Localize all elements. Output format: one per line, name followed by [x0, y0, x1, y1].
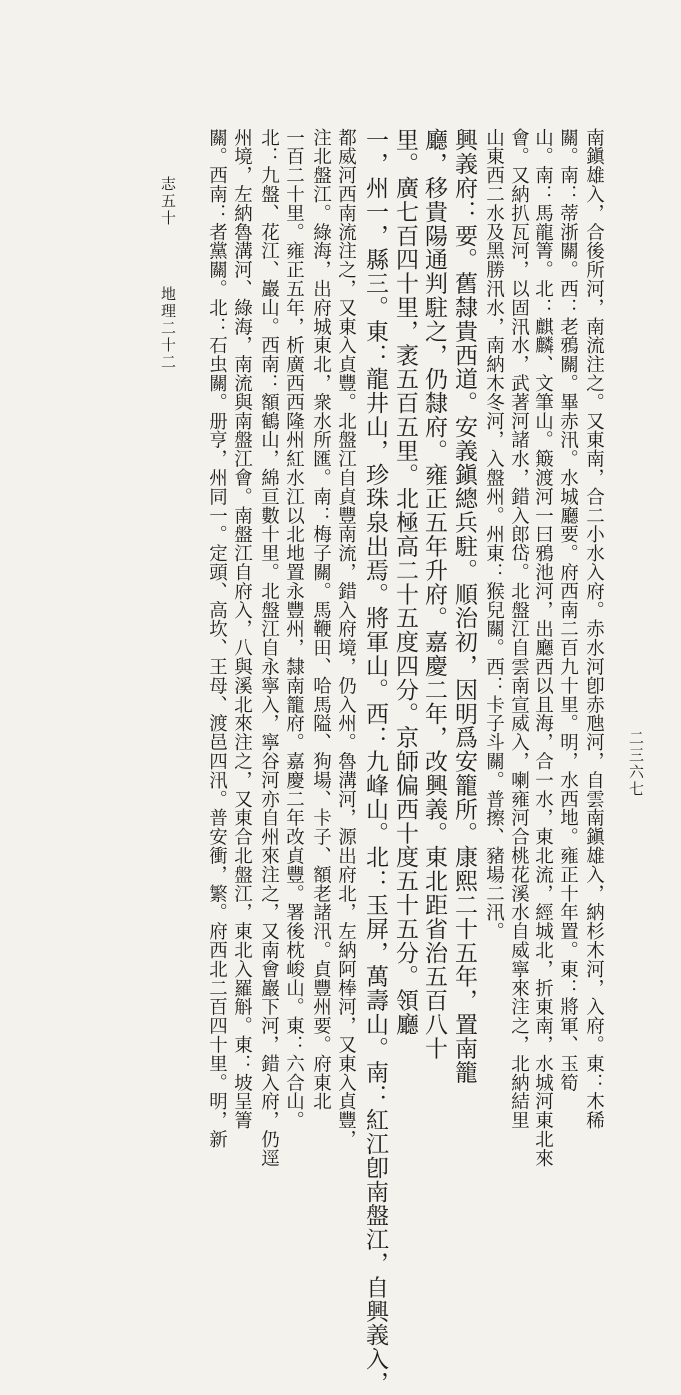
text-column: 北：九盤、花江、巖山。西南：額鶴山，綿亘數十里。北盤江自永寧入，寧谷河亦自州來注之，又南會巖下河，錯入府，仍逕: [258, 128, 280, 1168]
section-label: 地理二十二: [159, 286, 177, 371]
text-column: 一，州一，縣三。東：龍井山，珍珠泉出焉。將軍山。西：九峰山。北：玉屏，萬壽山。南：紅江卽南盤江，自興義入，: [362, 128, 388, 1395]
text-column: 廳，移貴陽通判駐之，仍隸府。雍正五年升府。嘉慶二年，改興義。東北距省治五百八十: [421, 128, 447, 1061]
text-column: 里。廣七百四十里，袤五百五里。北極高二十五度四分。京師偏西十度五十五分。領廳: [392, 128, 418, 1037]
text-column: 關。南：蒂浙關。西：老鴉關。畢赤汛。水城廳要。府西南二百九十里。明，水西地。雍正十年置。東：將軍、玉筍: [557, 128, 579, 1092]
text-column: 一百二十里。雍正五年，析廣西西隆州紅水江以北地置永豐州，隸南籠府。嘉慶二年改貞豐。署後枕峻山。東：六合山。: [283, 128, 305, 1130]
text-column: 南鎭雄入，合後所河，南流注之。又東南，合二小水入府。赤水河卽赤虺河，自雲南鎭雄入，納杉木河，入府。東：木稀: [583, 128, 605, 1130]
text-column: 州境，左納魯溝河、綠海，南流與南盤江會。南盤江自府入，八與溪北來注之，又東合北盤江，東北入羅斛。東：坡呈箐: [231, 128, 253, 1130]
text-column: 關。西南：者黨關。北：石虫關。册亨，州同一。定頭、高坎、王母、渡邑四汛。普安衝，繁。府西北二百四十里。明，新: [206, 128, 228, 1149]
text-column: 山。南：馬龍箐。北：麒麟、文筆山。簸渡河一曰鴉池河，出廳西以且海，合一水，東北流，經城北，折東南，水城河東北來: [532, 128, 554, 1168]
text-column: 都威河西南流注之，又東入貞豐。北盤江自貞豐南流，錯入府境，仍入州。魯溝河，源出府北，左納阿棒河，又東入貞豐，: [335, 128, 357, 1149]
text-column: 會。又納扒瓦河，以固汛水，武著河諸水，錯入郎岱。北盤江自雲南宣威入，喇雍河合桃花溪水自威寧來注之，北納結里: [508, 128, 530, 1130]
text-column: 注北盤江。綠海，出府城東北，衆水所匯。南：梅子關。馬鞭田、哈馬隘、狗場、卡子、額老諸汛。貞豐州要。府東北: [310, 128, 332, 1111]
text-column: 山東西二水及黑勝汛水，南納木冬河，入盤州。州東：猴兒關。西：卡子斗關。普擦、豬場二汛。: [483, 128, 505, 941]
page-number: 二三六七: [627, 730, 645, 798]
volume-label: 志五十: [159, 176, 177, 227]
text-column: 興義府：要。舊隸貴西道。安義鎭總兵駐。順治初，因明爲安籠所。康熙二十五年，置南籠: [451, 128, 477, 1084]
